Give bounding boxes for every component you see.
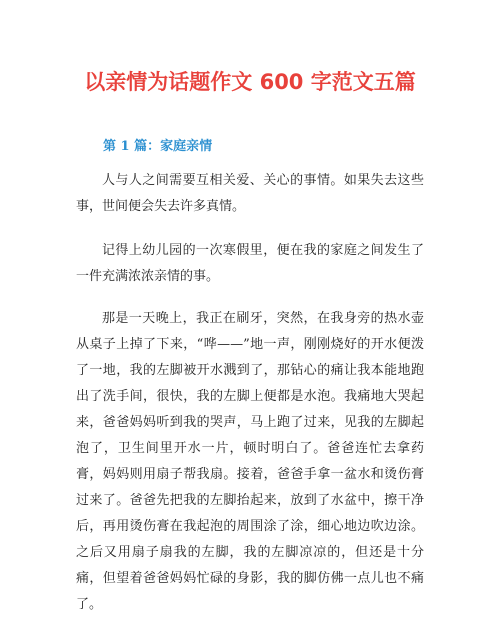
- paragraph-3: 那是一天晚上，我正在刷牙，突然，在我身旁的热水壶从桌子上掉了下来，“哗——”地一声，刚刚烧好的开水便泼了一地，我的左脚被开水溅到了，那钻心的痛让我本能地跑出了洗手间，很快，我的左脚上便都是水泡。我痛地大哭起来，爸爸妈妈听到我的哭声，马上跑了过来，见我的左脚起泡了，卫生间里开水一片，顿时明白了。爸爸连忙去拿药膏，妈妈则用扇子帮我扇。接着，爸爸手拿一盆水和烫伤膏过来了。爸爸先把我的左脚抬起来，放到了水盆中，擦干净后，再用烫伤膏在我起泡的周围涂了涂，细心地边吹边涂。之后又用扇子扇我的左脚，我的左脚凉凉的，但还是十分痛，但望着爸爸妈妈忙碌的身影，我的脚仿佛一点儿也不痛了。: [76, 311, 424, 612]
- paragraph-1: 人与人之间需要互相关爱、关心的事情。如果失去这些事，世间便会失去许多真情。: [76, 173, 424, 214]
- article-body: [76, 168, 424, 634]
- section-heading: 第 1 篇：家庭亲情: [103, 139, 213, 154]
- document-title: 以亲情为话题作文 600 字范文五篇: [84, 70, 416, 94]
- paragraph-2: 记得上幼儿园的一次寒假里，便在我的家庭之间发生了一件充满浓浓亲情的事。: [76, 243, 424, 284]
